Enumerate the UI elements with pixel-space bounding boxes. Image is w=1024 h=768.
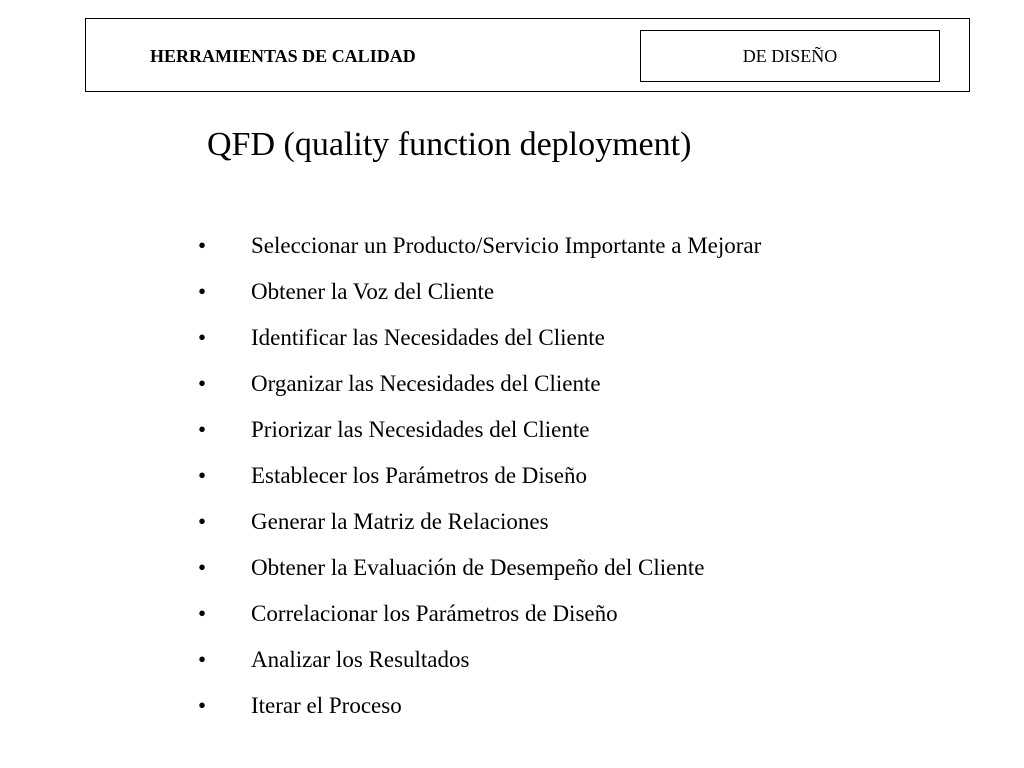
header-title: HERRAMIENTAS DE CALIDAD	[150, 46, 416, 66]
step-text: Establecer los Parámetros de Diseño	[251, 463, 587, 488]
bullet-icon: •	[198, 647, 207, 672]
header-box	[85, 18, 970, 92]
bullet-icon: •	[198, 417, 207, 442]
bullet-icon: •	[198, 693, 207, 718]
step-text: Priorizar las Necesidades del Cliente	[251, 417, 590, 442]
step-text: Analizar los Resultados	[251, 647, 470, 672]
bullet-icon: •	[198, 509, 207, 534]
step-text: Obtener la Evaluación de Desempeño del Cliente	[251, 555, 705, 580]
step-text: Organizar las Necesidades del Cliente	[251, 371, 601, 396]
bullet-icon: •	[198, 601, 207, 626]
bullet-icon: •	[198, 555, 207, 580]
step-text: Correlacionar los Parámetros de Diseño	[251, 601, 618, 626]
step-text: Obtener la Voz del Cliente	[251, 279, 495, 304]
step-text: Seleccionar un Producto/Servicio Importante a Mejorar	[251, 233, 762, 258]
step-text: Identificar las Necesidades del Cliente	[251, 325, 605, 350]
bullet-icon: •	[198, 371, 207, 396]
bullet-icon: •	[198, 463, 207, 488]
bullet-icon: •	[198, 233, 207, 258]
step-text: Iterar el Proceso	[251, 693, 402, 718]
header-section-box	[640, 30, 940, 82]
bullet-icon: •	[198, 325, 207, 350]
step-text: Generar la Matriz de Relaciones	[251, 509, 549, 534]
slide-title: QFD (quality function deployment)	[207, 126, 692, 163]
header-section-label: DE DISEÑO	[742, 45, 838, 66]
bullet-icon: •	[198, 279, 207, 304]
